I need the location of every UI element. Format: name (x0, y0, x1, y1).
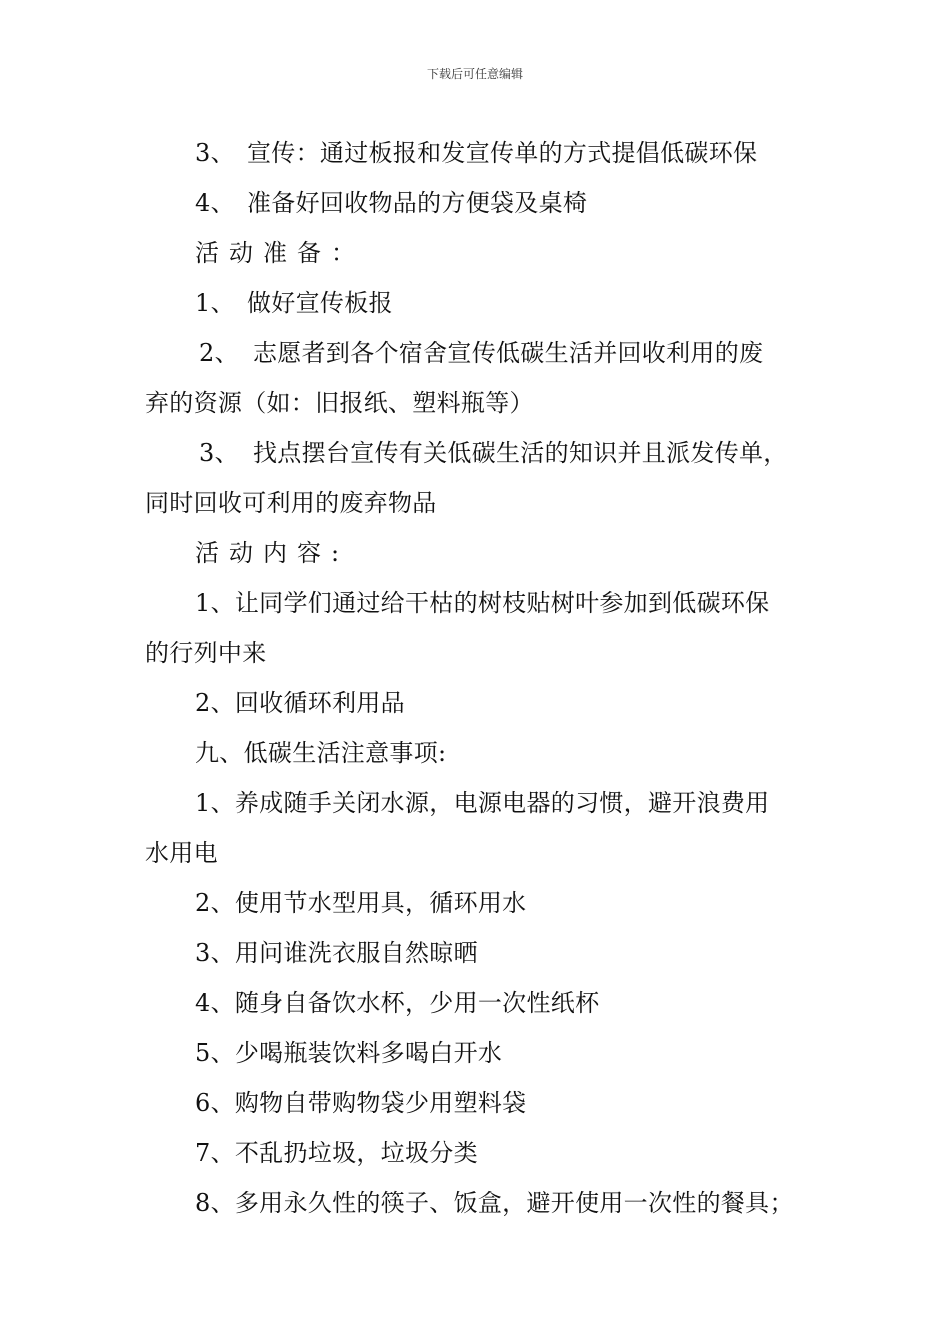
section-heading: 活动准备： (195, 239, 365, 267)
page-header: 下载后可任意编辑 (426, 67, 523, 81)
item-number: 3、 (195, 139, 235, 167)
document-body (145, 128, 835, 1228)
paragraph-line: 水用电 (145, 839, 218, 867)
item-text: 找点摆台宣传有关低碳生活的知识并且派发传单， (253, 439, 788, 467)
paragraph-line: 1、养成随手关闭水源，电源电器的习惯，避开浪费用 (195, 789, 770, 817)
paragraph-line: 6、购物自带购物袋少用塑料袋 (195, 1089, 527, 1117)
list-item (145, 178, 835, 228)
section-heading: 活动内容: (195, 539, 350, 567)
paragraph-line: 同时回收可利用的废弃物品 (145, 489, 437, 517)
paragraph-line: 7、不乱扔垃圾，垃圾分类 (195, 1139, 478, 1167)
paragraph-line: 弃的资源（如：旧报纸、塑料瓶等） (145, 389, 534, 417)
paragraph-line: 3、用问谁洗衣服自然晾晒 (195, 939, 478, 967)
item-number: 2、 (199, 339, 239, 367)
item-number: 1、 (195, 289, 235, 317)
paragraph-line: 1、让同学们通过给干枯的树枝贴树叶参加到低碳环保 (195, 589, 770, 617)
item-text: 宣传：通过板报和发宣传单的方式提倡低碳环保 (247, 139, 758, 167)
item-number: 3、 (199, 439, 239, 467)
item-text: 做好宣传板报 (247, 289, 393, 317)
item-number: 4、 (195, 189, 235, 217)
paragraph-line: 8、多用永久性的筷子、饭盒，避开使用一次性的餐具； (195, 1189, 794, 1217)
paragraph-line: 5、少喝瓶装饮料多喝白开水 (195, 1039, 503, 1067)
list-item (145, 328, 835, 378)
list-item (145, 278, 835, 328)
item-text: 志愿者到各个宿舍宣传低碳生活并回收利用的废 (253, 339, 764, 367)
list-item (145, 428, 835, 478)
paragraph-line: 4、随身自备饮水杯，少用一次性纸杯 (195, 989, 600, 1017)
paragraph-line: 2、回收循环利用品 (195, 689, 405, 717)
section-heading: 九、低碳生活注意事项: (195, 739, 447, 767)
item-text: 准备好回收物品的方便袋及桌椅 (247, 189, 588, 217)
paragraph-line: 的行列中来 (145, 639, 267, 667)
paragraph-line: 2、使用节水型用具，循环用水 (195, 889, 527, 917)
list-item (145, 128, 835, 178)
